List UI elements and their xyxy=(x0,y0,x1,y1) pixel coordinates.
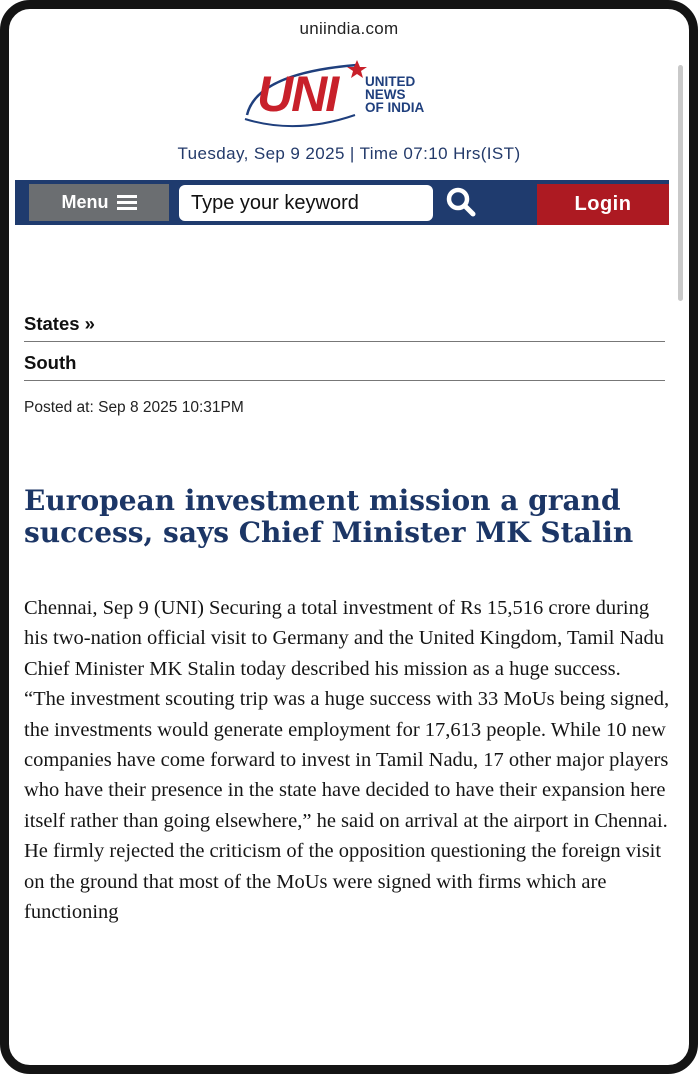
scrollbar[interactable] xyxy=(678,65,683,301)
search-input[interactable] xyxy=(179,185,433,221)
navbar xyxy=(15,180,669,225)
url-bar[interactable] xyxy=(9,9,689,51)
article-paragraph: He firmly rejected the criticism of the opposition questioning the foreign visit on the ground that most of the MoUs were signed with firms which are functioning xyxy=(24,840,662,924)
search-icon xyxy=(441,184,483,221)
breadcrumb-south[interactable]: South xyxy=(24,352,665,381)
uni-logo[interactable] xyxy=(237,55,467,137)
logo-subtitle-line: NEWS xyxy=(365,87,406,102)
menu-icon xyxy=(117,192,137,213)
login-label: Login xyxy=(574,193,632,215)
url-text: uniindia.com xyxy=(299,19,399,38)
article-body xyxy=(24,593,674,927)
logo-subtitle-line: OF INDIA xyxy=(365,100,425,115)
login-button[interactable] xyxy=(537,184,669,225)
menu-button[interactable] xyxy=(29,184,169,221)
article-paragraph: Chennai, Sep 9 (UNI) Securing a total investment of Rs 15,516 crore during his two-nation official visit to Germany and the United Kingdom, Tamil Nadu Chief Minister MK Stalin today described his mission as a huge success. xyxy=(24,597,665,680)
date-time: Tuesday, Sep 9 2025 | Time 07:10 Hrs(IST) xyxy=(177,144,521,163)
logo-subtitle xyxy=(365,75,465,114)
search-button[interactable] xyxy=(441,184,483,221)
article-headline: European investment mission a grand success, says Chief Minister MK Stalin xyxy=(24,484,634,549)
breadcrumb-states[interactable]: States » xyxy=(24,313,665,342)
logo-mark: UNI xyxy=(257,66,338,122)
article-paragraph: “The investment scouting trip was a huge success with 33 MoUs being signed, the investments would generate employment for 17,613 people. While 10 new companies have come forward to invest in Tamil Nadu, 17 other major players who have their presence in the state have decided to have their expansion here itself rather than going elsewhere,” he said on arrival at the airport in Chennai. xyxy=(24,688,670,832)
logo-subtitle-line: UNITED xyxy=(365,74,416,89)
posted-time: Posted at: Sep 8 2025 10:31PM xyxy=(24,399,244,416)
menu-label: Menu xyxy=(61,192,109,212)
